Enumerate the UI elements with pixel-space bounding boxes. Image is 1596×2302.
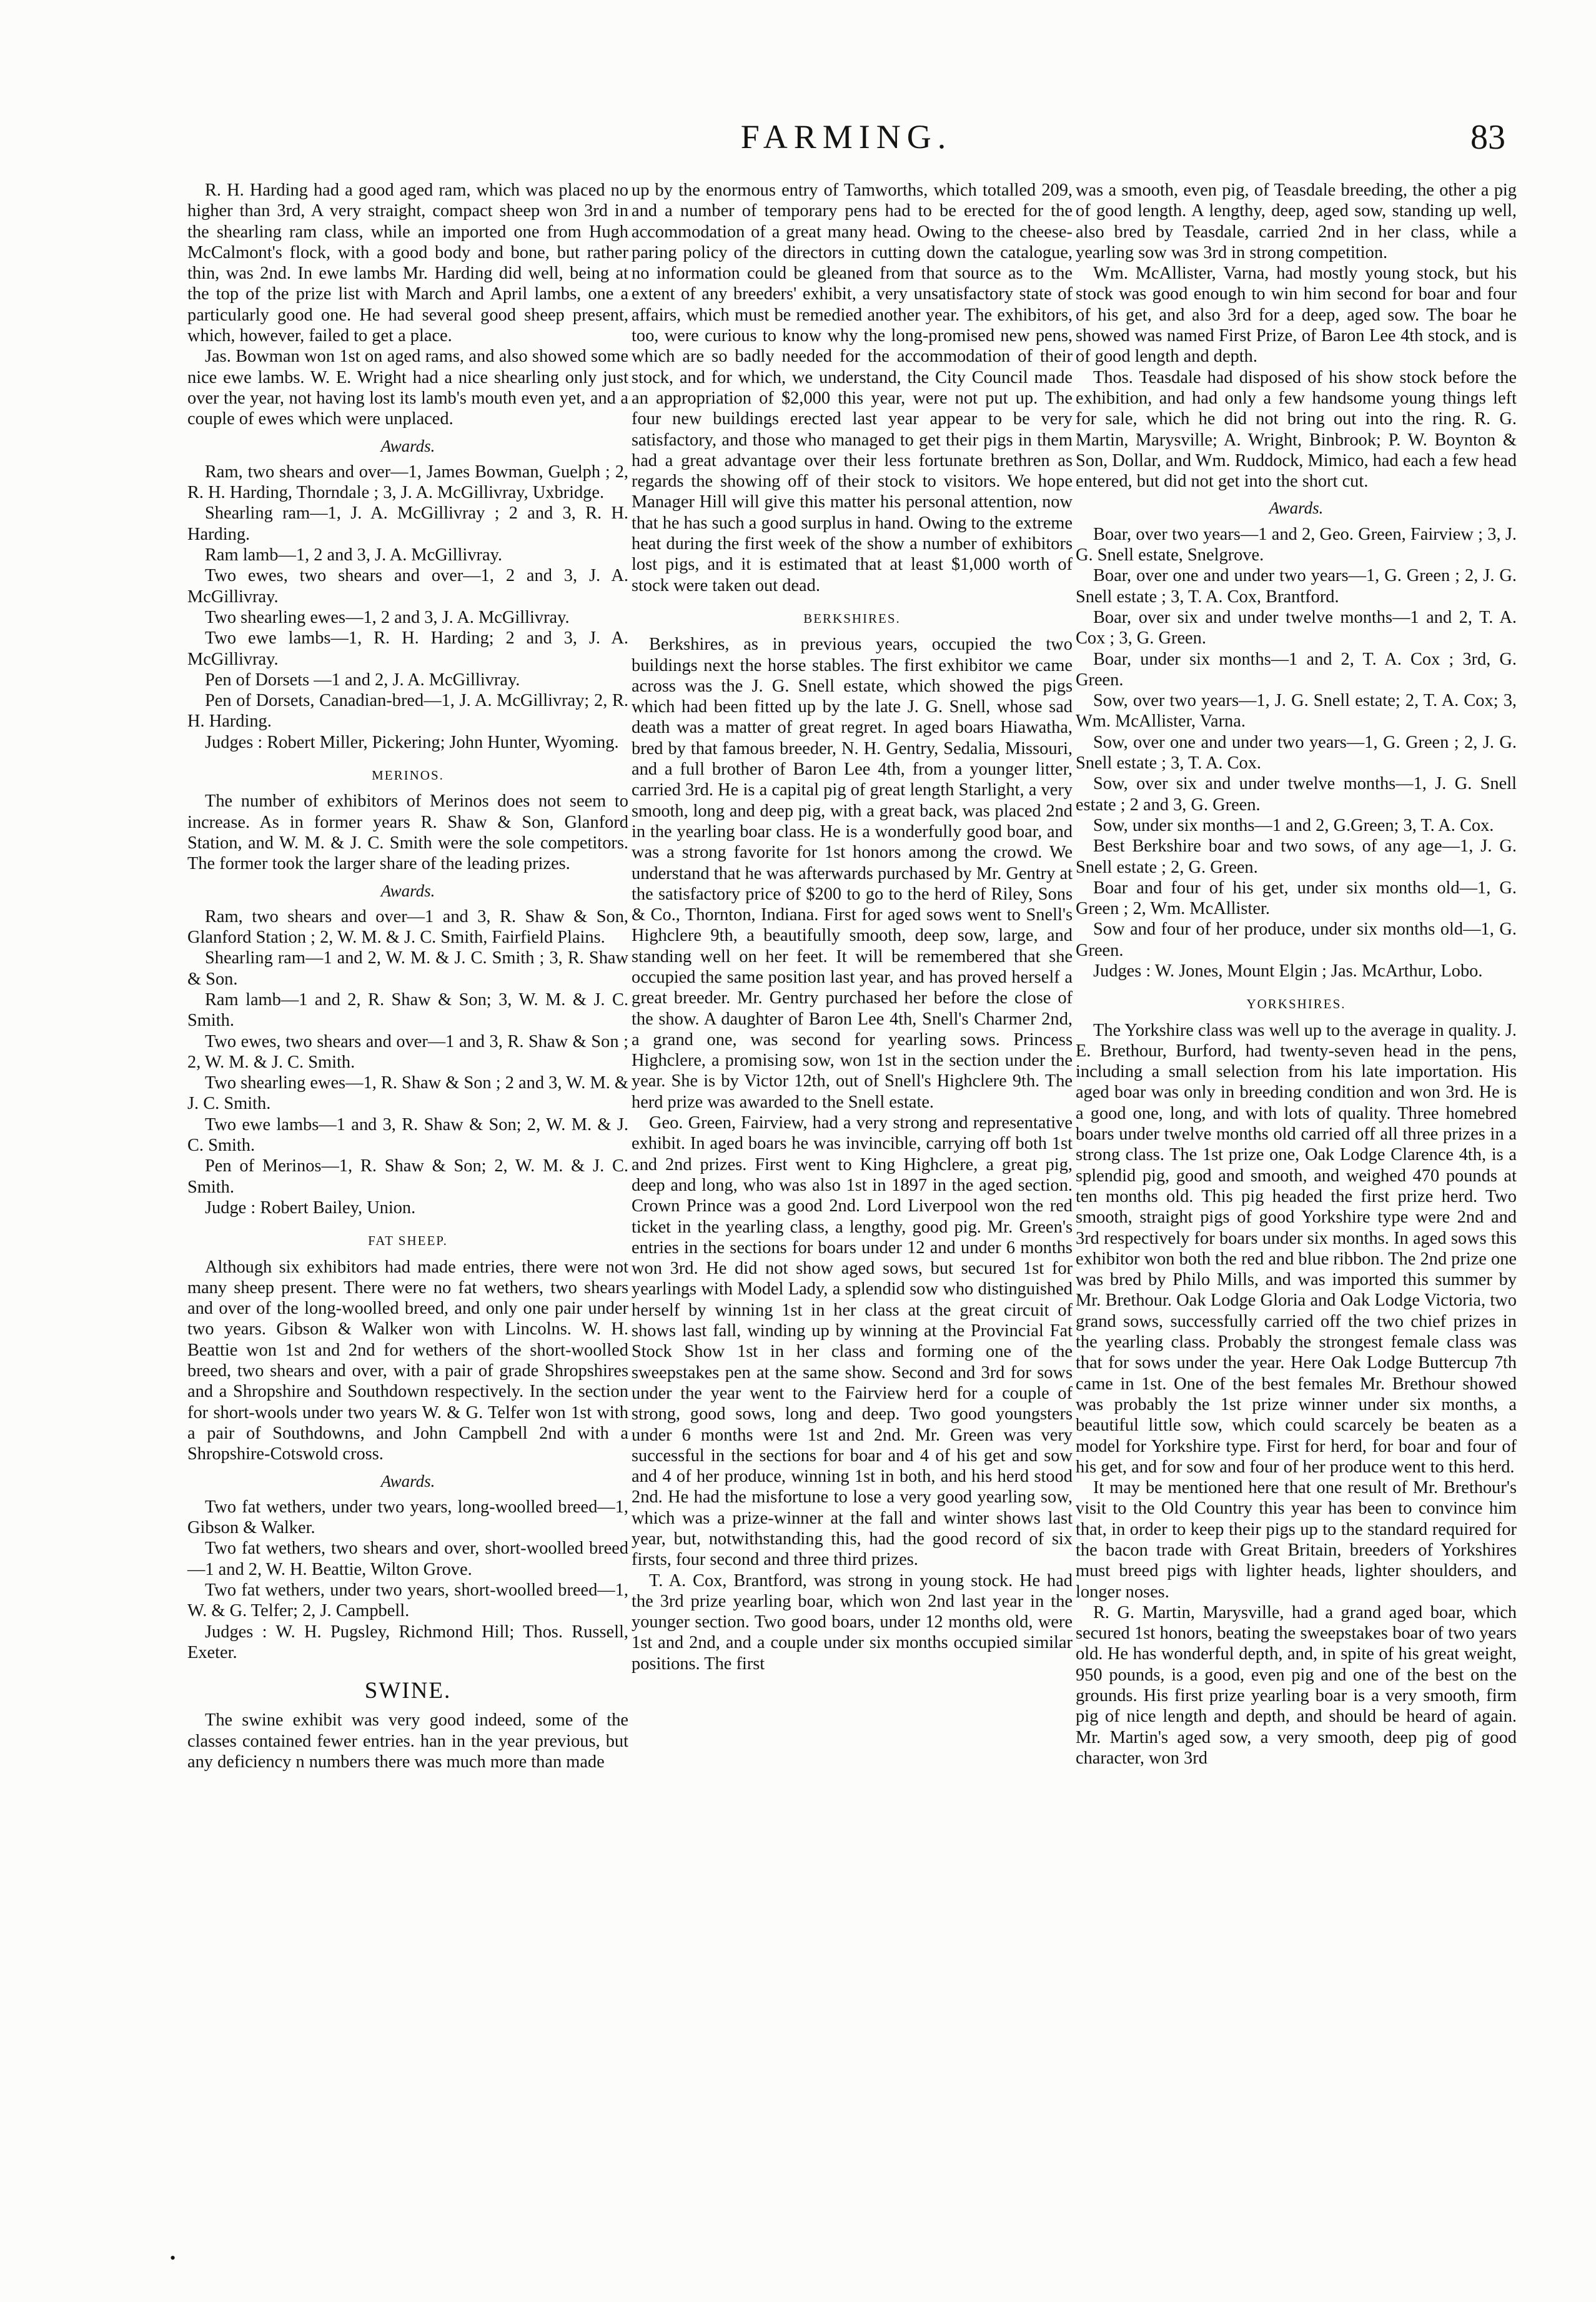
award-entry: Sow, over one and under two years—1, G. Green ; 2, J. G. Snell estate ; 3, T. A. Cox. bbox=[1076, 732, 1517, 773]
column-2 bbox=[632, 180, 1073, 1674]
paragraph: Berkshires, as in previous years, occupied the two buildings next the horse stables. The first exhibitor we came across was the J. G. Snell estate, which showed the pigs which had been fitted up by the late J. G. Snell, whose sad death was a matter of great regret. In aged boars Hiawatha, bred by that famous breeder, N. H. Gentry, Sedalia, Missouri, and a full brother of Baron Lee 4th, from a younger litter, carried 3rd. He is a capital pig of great length Starlight, a very smooth, long and deep pig, with a great back, was placed 2nd in the yearling boar class. He is a wonderfully good boar, and was a strong favorite for 1st honors among the crowd. We understand that he was afterwards purchased by Mr. Gentry at the satisfactory price of $200 to go to the herd of Riley, Sons & Co., Thornton, Indiana. First for aged sows went to Snell's Highclere 9th, a beautifully smooth, deep sow, large, and standing well on her feet. It will be remembered that she occupied the same position last year, and has proved herself a great breeder. Mr. Gentry purchased her before the close of the show. A daughter of Baron Lee 4th, Snell's Charmer 2nd, a grand one, was second for yearling sows. Princess Highclere, a promising sow, won 1st in the section under the year. She is by Victor 12th, out of Snell's Highclere 9th. The herd prize was awarded to the Snell estate. bbox=[632, 635, 1073, 1112]
paragraph: R. G. Martin, Marysville, had a grand aged boar, which secured 1st honors, beating the sweepstakes boar of two years old. He has wonderful depth, and, in spite of his great weight, 950 pounds, is a good, even pig and one of the best on the grounds. His first prize yearling boar is a very smooth, firm pig of nice length and depth, and should be heard of again. Mr. Martin's aged sow, a very smooth, deep pig of good character, won 3rd bbox=[1076, 1602, 1517, 1768]
judges-line: Judge : Robert Bailey, Union. bbox=[205, 1198, 416, 1218]
award-entry: Ram lamb—1 and 2, R. Shaw & Son; 3, W. M. & J. C. Smith. bbox=[187, 990, 628, 1031]
award-entry: Two ewes, two shears and over—1 and 3, R. Shaw & Son ; 2, W. M. & J. C. Smith. bbox=[187, 1031, 628, 1072]
section-heading-berkshires: BERKSHIRES. bbox=[803, 610, 901, 626]
award-entry: Sow, under six months—1 and 2, G.Green; 3, T. A. Cox. bbox=[1093, 815, 1494, 835]
award-entry: Ram lamb—1, 2 and 3, J. A. McGillivray. bbox=[205, 545, 503, 565]
paragraph: R. H. Harding had a good aged ram, which was placed no higher than 3rd, A very straight, compact sheep won 3rd in the shearling ram class, while an imported one from Hugh McCalmont's flock, with a good body and bone, but rather thin, was 2nd. In ewe lambs Mr. Harding did well, being at the top of the prize list with March and April lambs, one a particularly good one. He had several good sheep present, which, however, failed to get a place. bbox=[187, 181, 628, 346]
award-entry: Two shearling ewes—1, 2 and 3, J. A. McGillivray. bbox=[205, 607, 570, 627]
column-1 bbox=[187, 180, 628, 1772]
paragraph: Thos. Teasdale had disposed of his show stock before the exhibition, and had only a few handsome young things left for sale, which he did not bring out into the ring. R. G. Martin, Marysville; A. Wright, Binbrook; P. W. Boynton & Son, Dollar, and Wm. Ruddock, Mimico, had each a few head entered, but did not get into the short cut. bbox=[1076, 367, 1517, 492]
awards-heading: Awards. bbox=[1269, 499, 1324, 518]
award-entry: Two ewe lambs—1, R. H. Harding; 2 and 3, J. A. McGillivray. bbox=[187, 628, 628, 669]
paragraph: Geo. Green, Fairview, had a very strong and representative exhibit. In aged boars he was invincible, carrying off both 1st and 2nd prizes. First went to King Highclere, a great pig, deep and long, who was also 1st in 1897 in the aged section. Crown Prince was a good 2nd. Lord Liverpool won the red ticket in the yearling class, a lengthy, good pig. Mr. Green's entries in the sections for boars under 12 and under 6 months won 3rd. He did not show aged sows, but secured 1st for yearlings with Model Lady, a splendid sow who distinguished herself by winning 1st in her class at the great circuit of shows last fall, winding up by winning at the Provincial Fat Stock Show 1st in her class and forming one of the sweepstakes pen at the same show. Second and 3rd for sows under the year went to the Fairview herd for a couple of strong, good sows, long and deep. Two good youngsters under 6 months were 1st and 2nd. Mr. Green was very successful in the sections for boar and 4 of his get and sow and 4 of her produce, winning 1st in both, and his herd stood 2nd. He had the misfortune to lose a very good yearling sow, which was a prize-winner at the fall and winter shows last year, but, notwithstanding this, had the good record of six firsts, four second and three third prizes. bbox=[632, 1113, 1073, 1570]
paragraph: Jas. Bowman won 1st on aged rams, and also showed some nice ewe lambs. W. E. Wright had a nice shearling only just over the year, not having lost its lamb's mouth even yet, and a couple of ewes which were unplaced. bbox=[187, 347, 628, 429]
award-entry: Sow and four of her produce, under six months old—1, G. Green. bbox=[1076, 920, 1517, 960]
award-entry: Ram, two shears and over—1 and 3, R. Shaw & Son, Glanford Station ; 2, W. M. & J. C. Smith, Fairfield Plains. bbox=[187, 906, 628, 948]
award-entry: Two fat wethers, two shears and over, short-woolled breed—1 and 2, W. H. Beattie, Wilton Grove. bbox=[187, 1539, 628, 1579]
award-entry: Ram, two shears and over—1, James Bowman, Guelph ; 2, R. H. Harding, Thorndale ; 3, J. A. McGillivray, Uxbridge. bbox=[187, 462, 628, 503]
paragraph: was a smooth, even pig, of Teasdale breeding, the other a pig of good length. A lengthy, deep, aged sow, standing up well, also bred by Teasdale, carried 2nd in her class, while a yearling sow was 3rd in strong competition. bbox=[1076, 181, 1517, 262]
paragraph: T. A. Cox, Brantford, was strong in young stock. He had the 3rd prize yearling boar, which won 2nd last year in the younger section. Two good boars, under 12 months old, were 1st and 2nd, and a couple under six months occupied similar positions. The first bbox=[632, 1570, 1073, 1674]
paragraph: up by the enormous entry of Tamworths, which totalled 209, and a number of temporary pens had to be erected for the accommodation of a great many head. Owing to the cheese-paring policy of the directors in cutting down the catalogue, no information could be gleaned from that source as to the extent of any breeders' exhibit, a very unsatisfactory state of affairs, which must be remedied another year. The exhibitors, too, were curious to know why the long-promised new pens, which are so badly needed for the accommodation of their stock, and for which, we understand, the City Council made an appropriation of $2,000 this year, were not put up. The four new buildings erected last year appear to be very satisfactory, and those who managed to get their pigs in them had a great advantage over their less fortunate brethren as regards the showing off of their stock to visitors. We hope Manager Hill will give this matter his personal attention, now that he has such a good surplus in hand. Owing to the extreme heat during the first week of the show a number of exhibitors lost pigs, and it is estimated that at least $1,000 worth of stock were taken out dead. bbox=[632, 181, 1073, 595]
award-entry: Boar and four of his get, under six months old—1, G. Green ; 2, Wm. McAllister. bbox=[1076, 878, 1517, 919]
awards-heading: Awards. bbox=[380, 1471, 435, 1491]
awards-heading: Awards. bbox=[380, 881, 435, 900]
award-entry: Sow, over six and under twelve months—1, J. G. Snell estate ; 2 and 3, G. Green. bbox=[1076, 774, 1517, 815]
section-heading-swine: SWINE. bbox=[364, 1678, 452, 1704]
paragraph: The number of exhibitors of Merinos does not seem to increase. As in former years R. Shaw & Son, Glanford Station, and W. M. & J. C. Smith were the sole competitors. The former took the larger share of the leading prizes. bbox=[187, 791, 628, 874]
judges-line: Judges : W. H. Pugsley, Richmond Hill; Thos. Russell, Exeter. bbox=[187, 1622, 628, 1662]
award-entry: Pen of Dorsets —1 and 2, J. A. McGillivray. bbox=[205, 670, 520, 690]
award-entry: Two fat wethers, under two years, long-woolled breed—1, Gibson & Walker. bbox=[187, 1497, 628, 1538]
margin-mark: • bbox=[170, 2249, 176, 2267]
section-heading-merinos: MERINOS. bbox=[372, 768, 444, 783]
award-entry: Best Berkshire boar and two sows, of any age—1, J. G. Snell estate ; 2, G. Green. bbox=[1076, 836, 1517, 877]
award-entry: Two ewes, two shears and over—1, 2 and 3, J. A. McGillivray. bbox=[187, 566, 628, 607]
award-entry: Boar, over one and under two years—1, G. Green ; 2, J. G. Snell estate ; 3, T. A. Cox, Brantford. bbox=[1076, 566, 1517, 607]
award-entry: Pen of Merinos—1, R. Shaw & Son; 2, W. M. & J. C. Smith. bbox=[187, 1156, 628, 1197]
award-entry: Sow, over two years—1, J. G. Snell estate; 2, T. A. Cox; 3, Wm. McAllister, Varna. bbox=[1076, 691, 1517, 732]
running-head: FARMING. bbox=[740, 118, 953, 156]
award-entry: Pen of Dorsets, Canadian-bred—1, J. A. McGillivray; 2, R. H. Harding. bbox=[187, 691, 628, 732]
judges-line: Judges : Robert Miller, Pickering; John Hunter, Wyoming. bbox=[205, 732, 619, 752]
award-entry: Two shearling ewes—1, R. Shaw & Son ; 2 and 3, W. M. & J. C. Smith. bbox=[187, 1073, 628, 1114]
paragraph: Wm. McAllister, Varna, had mostly young stock, but his stock was good enough to win him second for boar and four of his get, and also 3rd for a deep, aged sow. The boar he showed was named First Prize, of Baron Lee 4th stock, and is of good length and depth. bbox=[1076, 264, 1517, 367]
award-entry: Two fat wethers, under two years, short-woolled breed—1, W. & G. Telfer; 2, J. Campbell. bbox=[187, 1580, 628, 1621]
award-entry: Shearling ram—1, J. A. McGillivray ; 2 and 3, R. H. Harding. bbox=[187, 504, 628, 544]
section-heading-yorkshires: YORKSHIRES. bbox=[1246, 996, 1346, 1012]
awards-heading: Awards. bbox=[380, 436, 435, 455]
award-entry: Shearling ram—1 and 2, W. M. & J. C. Smith ; 3, R. Shaw & Son. bbox=[187, 948, 628, 989]
page-number: 83 bbox=[1470, 118, 1505, 157]
award-entry: Boar, over two years—1 and 2, Geo. Green, Fairview ; 3, J. G. Snell estate, Snelgrove. bbox=[1076, 524, 1517, 565]
award-entry: Two ewe lambs—1 and 3, R. Shaw & Son; 2, W. M. & J. C. Smith. bbox=[187, 1114, 628, 1156]
column-3 bbox=[1076, 180, 1517, 1769]
paragraph: The swine exhibit was very good indeed, some of the classes contained fewer entries. han in the year previous, but any deficiency n numbers there was much more than made bbox=[187, 1710, 628, 1772]
award-entry: Boar, under six months—1 and 2, T. A. Cox ; 3rd, G. Green. bbox=[1076, 649, 1517, 690]
paragraph: The Yorkshire class was well up to the average in quality. J. E. Brethour, Burford, had twenty-seven head in the pens, including a small selection from his late importation. His aged boar was only in breeding condition and won 3rd. He is a good one, long, and with lots of quality. Three homebred boars under twelve months old carried off all three prizes in a strong class. The 1st prize one, Oak Lodge Clarence 4th, is a splendid pig, good and smooth, and weighed 470 pounds at ten months old. This pig headed the first prize herd. Two smooth, straight pigs of good Yorkshire type were 2nd and 3rd respectively for boars under six months. In aged sows this exhibitor won both the red and blue ribbon. The 2nd prize one was bred by Philo Mills, and was imported this summer by Mr. Brethour. Oak Lodge Gloria and Oak Lodge Victoria, two grand sows, successfully carried off the two chief prizes in the yearling class. Probably the strongest female class was that for sows under the year. Here Oak Lodge Buttercup 7th came in 1st. One of the best females Mr. Brethour showed was probably the 1st prize winner under six months, a beautiful little sow, which could scarcely be beaten as a model for Yorkshire type. First for herd, for boar and four of his get, and for sow and four of her produce went to this herd. bbox=[1076, 1020, 1517, 1477]
paragraph: It may be mentioned here that one result of Mr. Brethour's visit to the Old Country this year has been to convince him that, in order to keep their pigs up to the standard required for the bacon trade with Great Britain, breeders of Yorkshires must breed pigs with lighter heads, lighter shoulders, and longer noses. bbox=[1076, 1478, 1517, 1602]
paragraph: Although six exhibitors had made entries, there were not many sheep present. There were no fat wethers, two shears and over of the long-woolled breed, and only one pair under two years. Gibson & Walker won with Lincolns. W. H. Beattie won 1st and 2nd for wethers of the short-woolled breed, two shears and over, with a pair of grade Shropshires and a Shropshire and Southdown respectively. In the section for short-wools under two years W. & G. Telfer won 1st with a pair of Southdowns, and John Campbell 2nd with a Shropshire-Cotswold cross. bbox=[187, 1257, 628, 1464]
page-header bbox=[187, 117, 1505, 174]
award-entry: Boar, over six and under twelve months—1 and 2, T. A. Cox ; 3, G. Green. bbox=[1076, 607, 1517, 648]
section-heading-fat-sheep: FAT SHEEP. bbox=[368, 1233, 448, 1249]
judges-line: Judges : W. Jones, Mount Elgin ; Jas. McArthur, Lobo. bbox=[1093, 961, 1483, 981]
